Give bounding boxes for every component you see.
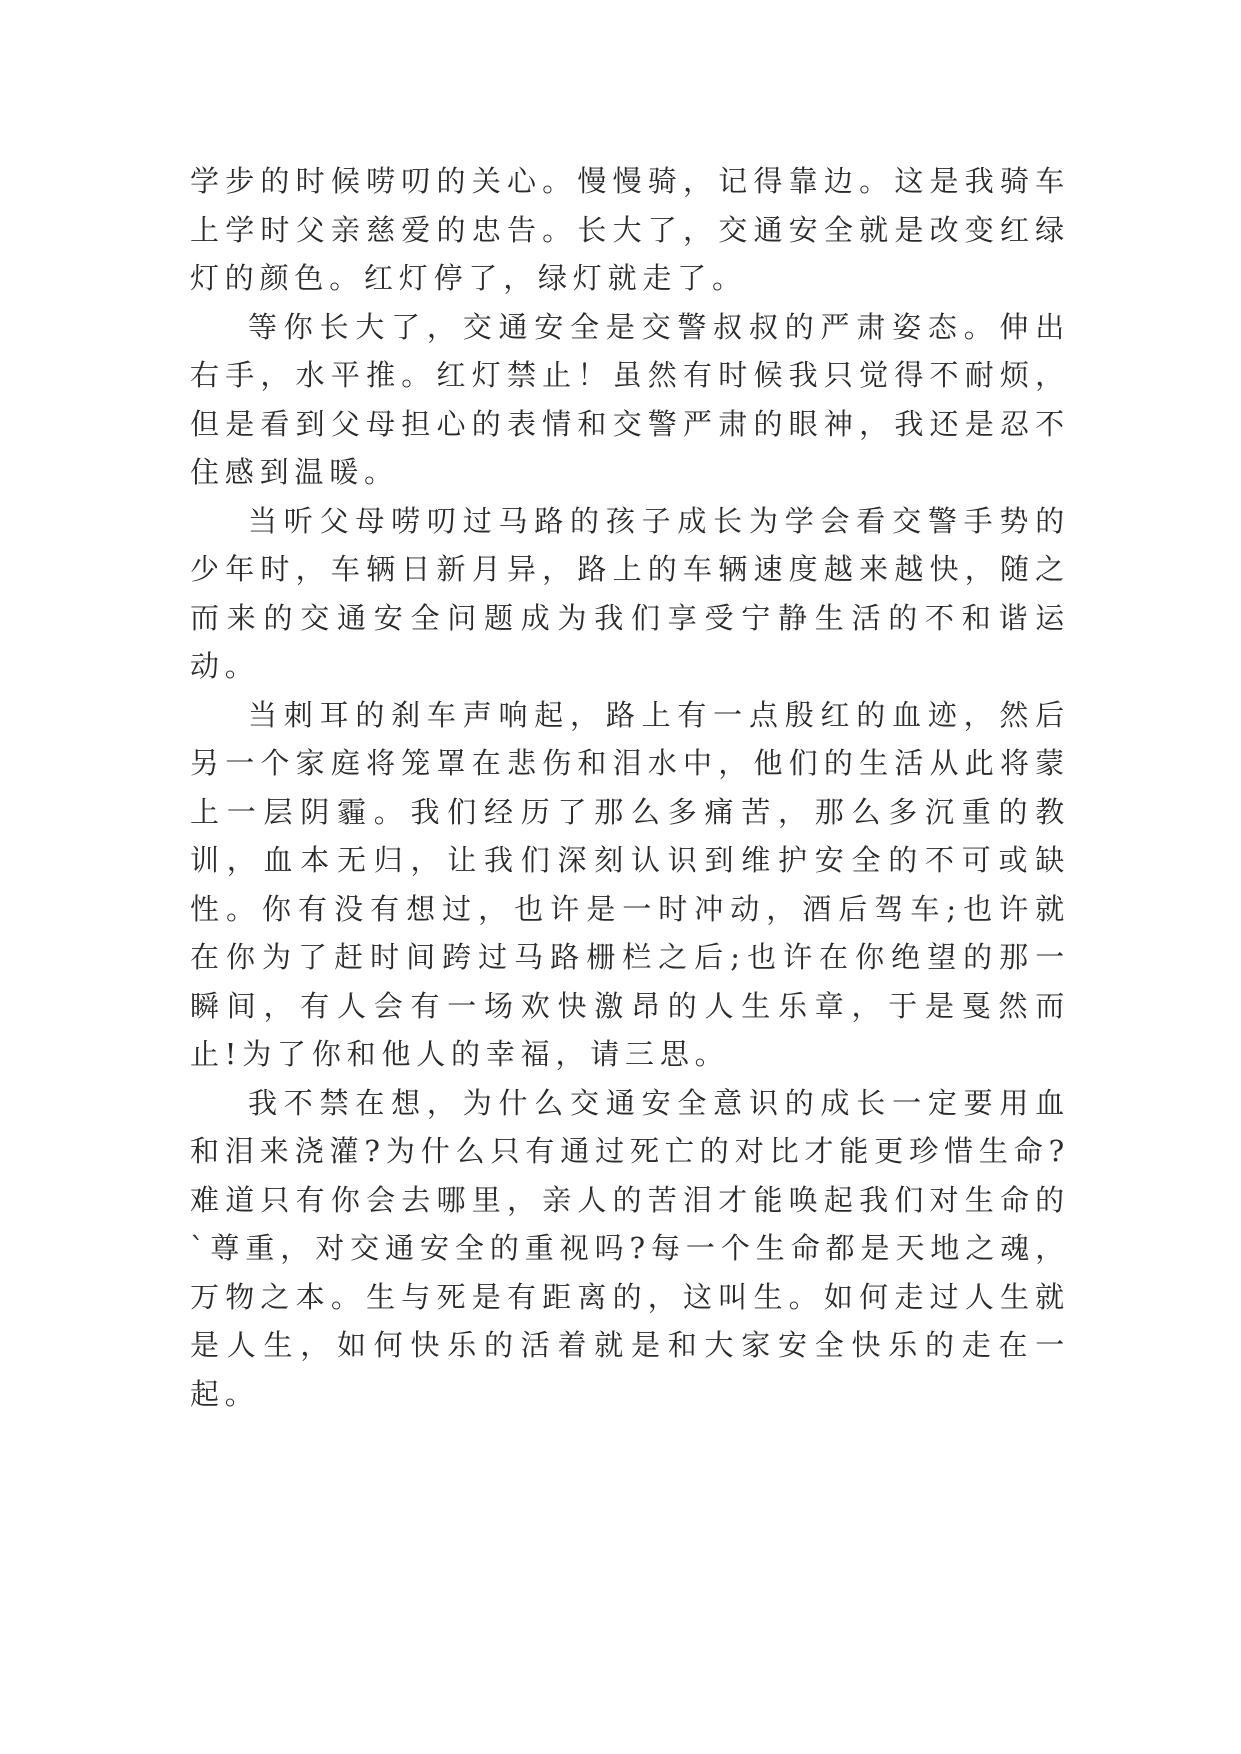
paragraph-5: 我不禁在想，为什么交通安全意识的成长一定要用血和泪来浇灌?为什么只有通过死亡的对比才能更珍惜生命?难道只有你会去哪里，亲人的苦泪才能唤起我们对生命的`尊重，对交通安全的重视吗?每一个生命都是天地之魂，万物之本。生与死是有距离的，这叫生。如何走过人生就是人生，如何快乐的活着就是和大家安全快乐的走在一起。 — [190, 1085, 1070, 1411]
paragraph-4: 当刺耳的刹车声响起，路上有一点殷红的血迹，然后另一个家庭将笼罩在悲伤和泪水中，他们的生活从此将蒙上一层阴霾。我们经历了那么多痛苦，那么多沉重的教训，血本无归，让我们深刻认识到维护安全的不可或缺性。你有没有想过，也许是一时冲动，酒后驾车;也许就在你为了赶时间跨过马路栅栏之后;也许在你绝望的那一瞬间，有人会有一场欢快激昂的人生乐章，于是戛然而止!为了你和他人的幸福，请三思。 — [190, 697, 1070, 1071]
paragraph-3: 当听父母唠叨过马路的孩子成长为学会看交警手势的少年时，车辆日新月异，路上的车辆速度越来越快，随之而来的交通安全问题成为我们享受宁静生活的不和谐运动。 — [190, 503, 1070, 683]
document-body — [190, 157, 1070, 1418]
paragraph-1: 学步的时候唠叨的关心。慢慢骑，记得靠边。这是我骑车上学时父亲慈爱的忠告。长大了，交通安全就是改变红绿灯的颜色。红灯停了，绿灯就走了。 — [190, 164, 1070, 295]
paragraph-2: 等你长大了，交通安全是交警叔叔的严肃姿态。伸出右手，水平推。红灯禁止！虽然有时候我只觉得不耐烦，但是看到父母担心的表情和交警严肃的眼神，我还是忍不住感到温暖。 — [190, 309, 1070, 489]
